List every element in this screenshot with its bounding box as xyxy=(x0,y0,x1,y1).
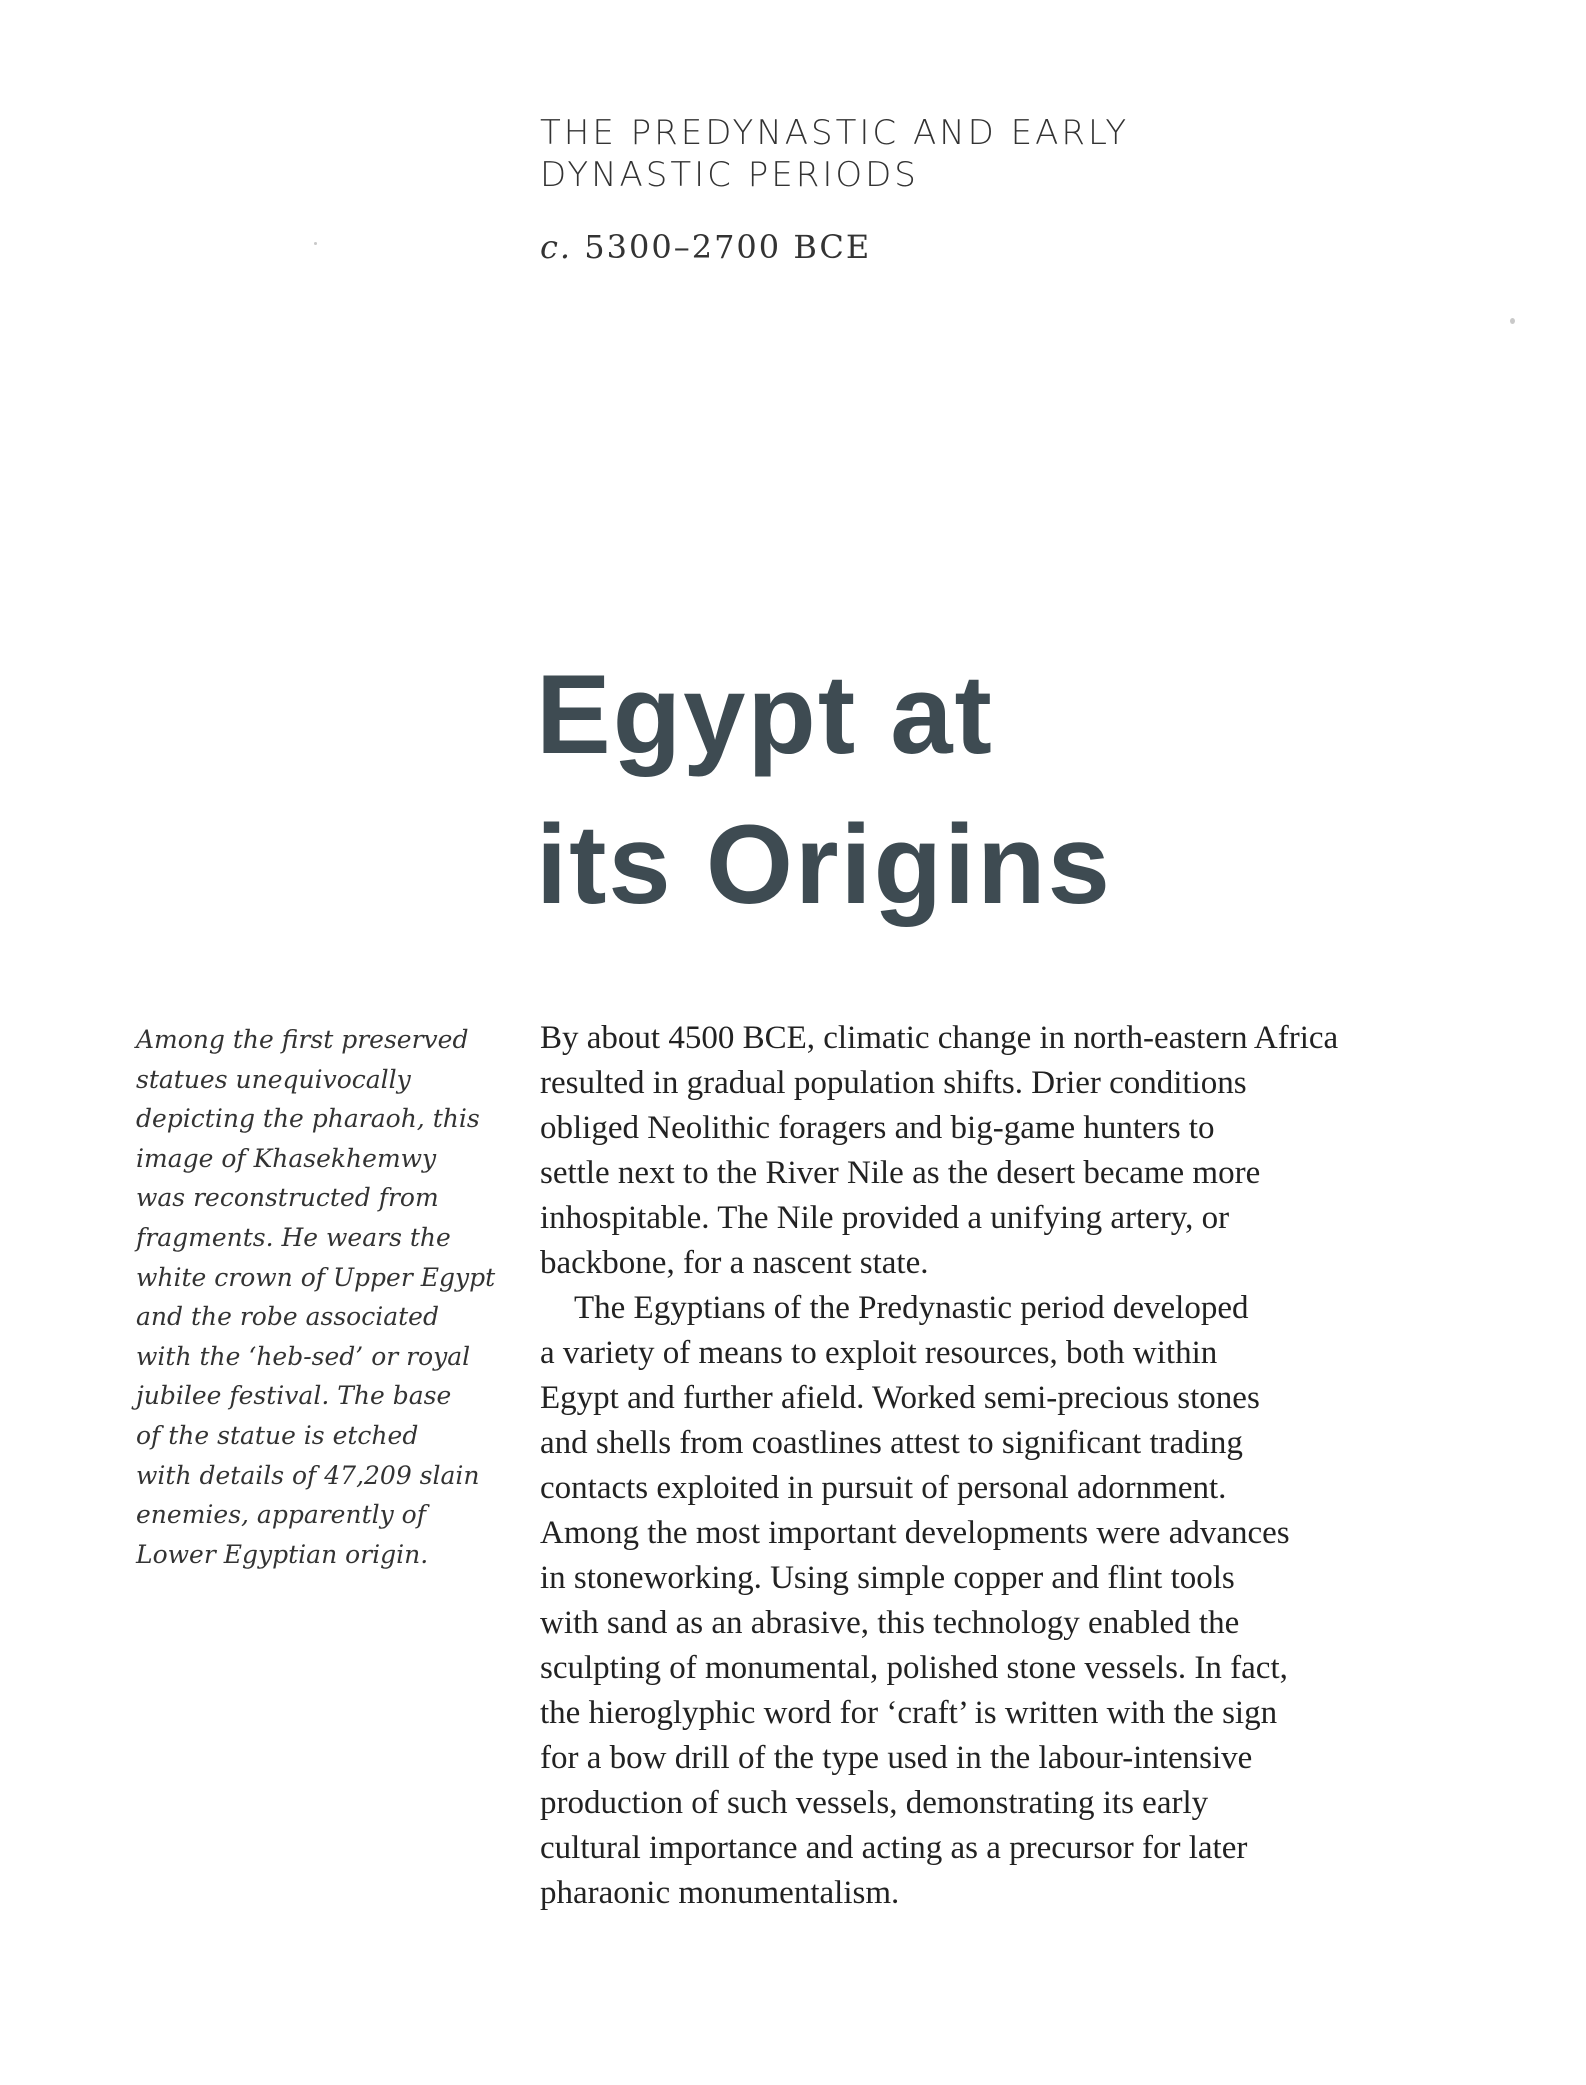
text-line: depicting the pharaoh, this xyxy=(136,1104,480,1134)
chapter-title xyxy=(536,640,1436,940)
text-line: resulted in gradual population shifts. Drier conditions xyxy=(540,1065,1247,1101)
scan-speck xyxy=(1510,318,1515,324)
text-line: and shells from coastlines attest to significant trading xyxy=(540,1425,1243,1461)
text-line: with details of 47,209 slain xyxy=(136,1460,480,1490)
text-line: and the robe associated xyxy=(136,1302,439,1332)
text-line: The Egyptians of the Predynastic period developed xyxy=(574,1290,1249,1326)
text-line: obliged Neolithic foragers and big-game hunters to xyxy=(540,1110,1215,1146)
text-line: By about 4500 BCE, climatic change in north-eastern Africa xyxy=(540,1020,1339,1056)
text-line: statues unequivocally xyxy=(136,1064,411,1094)
text-line: backbone, for a nascent state. xyxy=(540,1245,929,1281)
kicker-line-2: DYNASTIC PERIODS xyxy=(540,155,919,195)
text-line: settle next to the River Nile as the desert became more xyxy=(540,1155,1261,1191)
text-line: with the ‘heb-sed’ or royal xyxy=(136,1341,471,1371)
text-line: pharaonic monumentalism. xyxy=(540,1875,900,1911)
text-line: production of such vessels, demonstrating its early xyxy=(540,1785,1209,1821)
paragraph-1 xyxy=(540,1016,1440,1286)
kicker-line-1: THE PREDYNASTIC AND EARLY xyxy=(540,113,1130,153)
text-line: cultural importance and acting as a precursor for later xyxy=(540,1830,1248,1866)
text-line: contacts exploited in pursuit of personal adornment. xyxy=(540,1470,1227,1506)
text-line: white crown of Upper Egypt xyxy=(136,1262,496,1292)
text-line: a variety of means to exploit resources, both within xyxy=(540,1335,1218,1371)
period-dates xyxy=(540,228,1140,266)
text-line: the hieroglyphic word for ‘craft’ is written with the sign xyxy=(540,1695,1278,1731)
image-caption xyxy=(136,1020,496,1574)
dates-circa: c. xyxy=(540,228,573,266)
text-line: image of Khasekhemwy xyxy=(136,1143,437,1173)
dates-range: 5300–2700 BCE xyxy=(584,228,872,266)
text-line: Among the first preserved xyxy=(136,1025,469,1054)
text-line: inhospitable. The Nile provided a unifying artery, or xyxy=(540,1200,1230,1236)
paragraph-2 xyxy=(540,1286,1440,1916)
text-line: of the statue is etched xyxy=(136,1420,419,1450)
text-line: Among the most important developments were advances xyxy=(540,1515,1290,1551)
text-line: sculpting of monumental, polished stone vessels. In fact, xyxy=(540,1650,1288,1686)
text-line: was reconstructed from xyxy=(136,1183,439,1213)
text-line: enemies, apparently of xyxy=(136,1500,426,1530)
body-text xyxy=(540,1016,1440,1916)
section-kicker xyxy=(540,112,1240,196)
title-line-2: its Origins xyxy=(536,802,1112,927)
text-line: Egypt and further afield. Worked semi-precious stones xyxy=(540,1380,1260,1416)
text-line: for a bow drill of the type used in the labour-intensive xyxy=(540,1740,1253,1776)
text-line: with sand as an abrasive, this technology enabled the xyxy=(540,1605,1240,1641)
text-line: in stoneworking. Using simple copper and flint tools xyxy=(540,1560,1235,1596)
text-line: jubilee festival. The base xyxy=(136,1381,452,1411)
text-line: Lower Egyptian origin. xyxy=(136,1539,429,1569)
scan-speck xyxy=(314,242,317,245)
title-line-1: Egypt at xyxy=(536,652,994,777)
text-line: fragments. He wears the xyxy=(136,1222,451,1252)
